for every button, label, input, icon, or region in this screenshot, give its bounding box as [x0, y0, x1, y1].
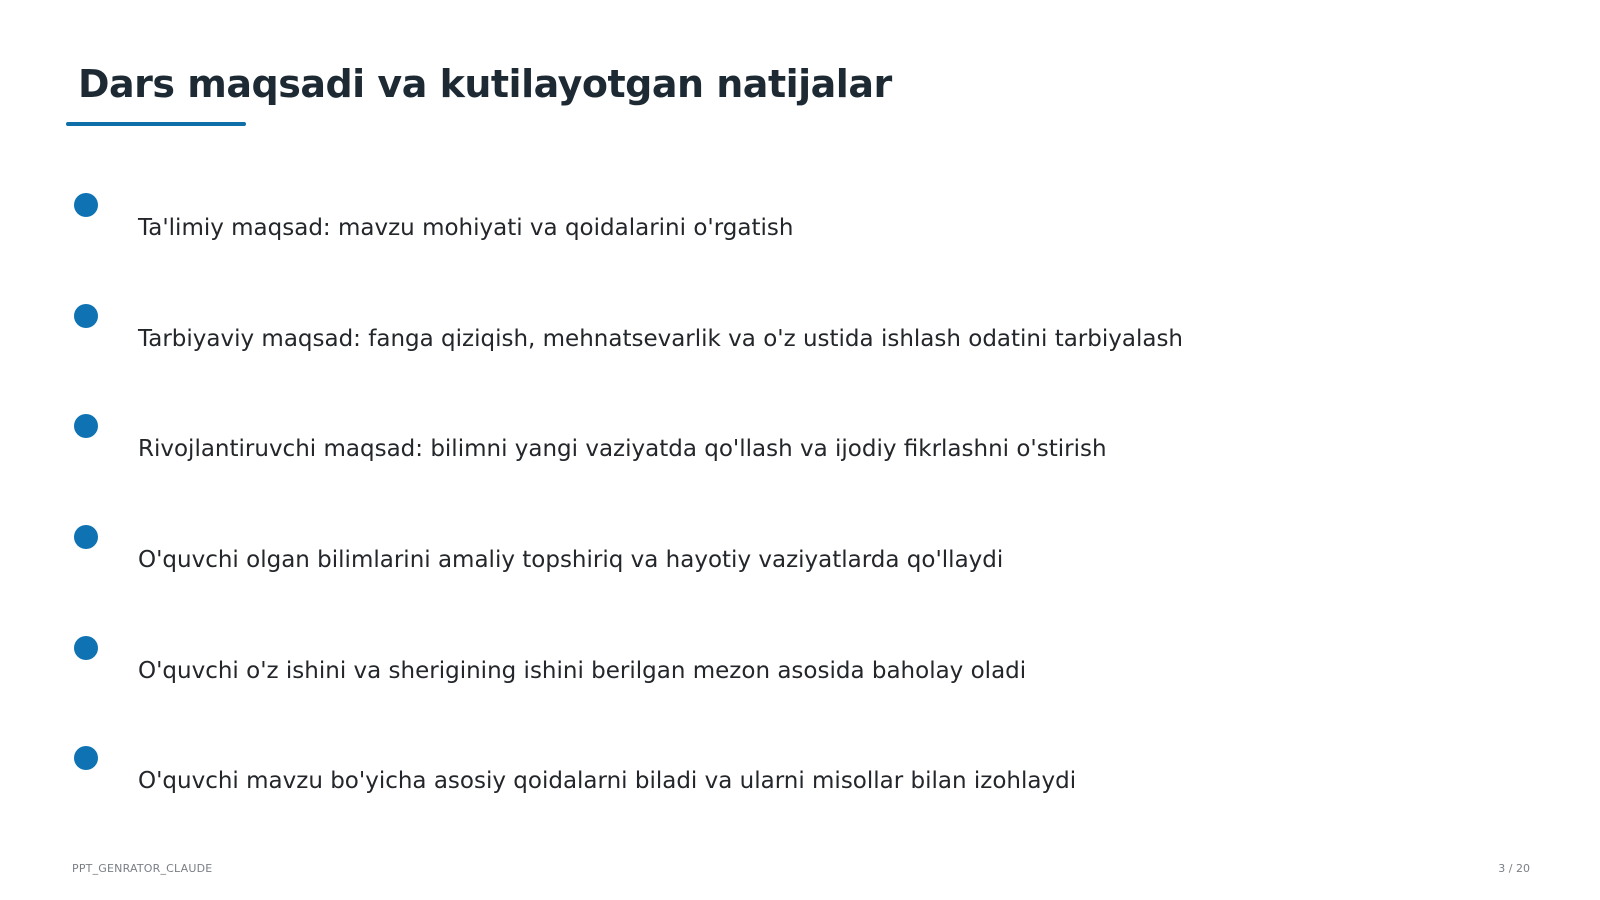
- bullet-dot-icon: [74, 193, 98, 217]
- bullet-dot-icon: [74, 746, 98, 770]
- bullet-item: [74, 304, 1474, 364]
- bullet-item: [74, 636, 1474, 696]
- bullet-text: O'quvchi o'z ishini va sherigining ishini berilgan mezon asosida baholay oladi: [138, 658, 1027, 684]
- bullet-item: [74, 746, 1474, 806]
- bullet-text: Tarbiyaviy maqsad: fanga qiziqish, mehnatsevarlik va o'z ustida ishlash odatini tarbiyalash: [138, 326, 1184, 352]
- bullet-text: Ta'limiy maqsad: mavzu mohiyati va qoidalarini o'rgatish: [138, 215, 794, 241]
- bullet-item: [74, 193, 1474, 253]
- bullet-text: O'quvchi mavzu bo'yicha asosiy qoidalarni biladi va ularni misollar bilan izohlaydi: [138, 768, 1077, 794]
- page-indicator: 3 / 20: [1498, 862, 1530, 875]
- bullet-item: [74, 525, 1474, 585]
- bullet-text: Rivojlantiruvchi maqsad: bilimni yangi vaziyatda qo'llash va ijodiy fikrlashni o'stirish: [138, 436, 1107, 462]
- title-underline: [66, 122, 246, 126]
- bullet-text: O'quvchi olgan bilimlarini amaliy topshiriq va hayotiy vaziyatlarda qo'llaydi: [138, 547, 1004, 573]
- bullet-dot-icon: [74, 414, 98, 438]
- bullet-item: [74, 414, 1474, 474]
- footer-generator-label: PPT_GENRATOR_CLAUDE: [72, 862, 213, 875]
- bullet-dot-icon: [74, 304, 98, 328]
- bullet-dot-icon: [74, 525, 98, 549]
- slide-title: Dars maqsadi va kutilayotgan natijalar: [78, 62, 892, 106]
- bullet-dot-icon: [74, 636, 98, 660]
